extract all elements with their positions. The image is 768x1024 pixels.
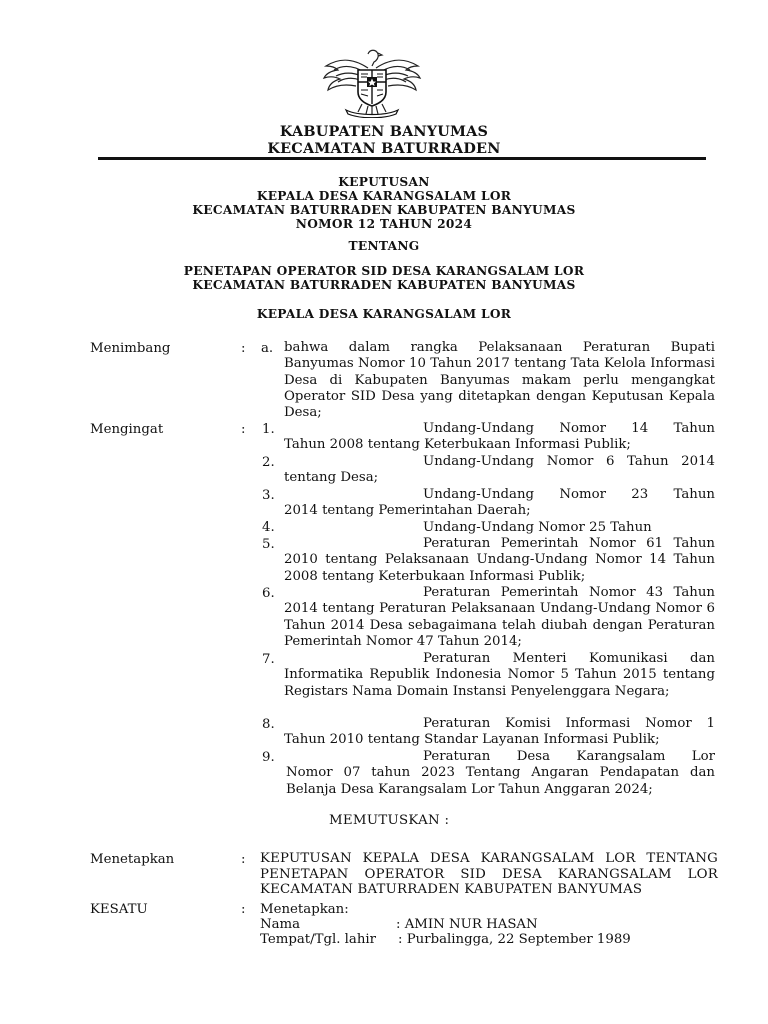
name-value: : AMIN NUR HASAN (396, 917, 538, 932)
menimbang-rest: Banyumas Nomor 10 Tahun 2017 tentang Tata Kelola Informasi Desa di Kabupaten Banyumas makam perlu mengangkat Operator SID Desa yang ditetapkan dengan Keputusan Kepala Desa; (284, 356, 715, 421)
menetapkan-line: KEPUTUSAN KEPALA DESA KARANGSALAM LOR TENTANG (260, 851, 718, 866)
decree-about: TENTANG (348, 239, 420, 253)
mengingat-label: Mengingat (90, 422, 164, 437)
mengingat-number: 7. (262, 652, 275, 667)
mengingat-item-rest: Informatika Republik Indonesia Nomor 5 Tahun 2015 tentang Registars Nama Domain Instansi Penyelenggara Negara; (284, 667, 715, 699)
header-divider (98, 157, 706, 160)
kesatu-colon: : (241, 902, 246, 917)
mengingat-number: 8. (262, 717, 275, 732)
decree-region: KECAMATAN BATURRADEN KABUPATEN BANYUMAS (192, 203, 576, 217)
district-name: KECAMATAN BATURRADEN (267, 140, 501, 157)
mengingat-colon: : (241, 422, 246, 437)
menetapkan-label: Menetapkan (90, 852, 175, 867)
mengingat-item (284, 716, 715, 749)
mengingat-number: 5. (262, 537, 275, 552)
mengingat-item (284, 651, 715, 700)
mengingat-item-rest: tentang Desa; (284, 470, 379, 486)
mengingat-item (286, 749, 715, 798)
mengingat-item-head: Undang-Undang Nomor 25 Tahun (423, 520, 652, 535)
menetapkan-line: KECAMATAN BATURRADEN KABUPATEN BANYUMAS (260, 882, 643, 898)
menimbang-label: Menimbang (90, 341, 171, 356)
decree-issuer: KEPALA DESA KARANGSALAM LOR (256, 189, 512, 203)
birth-value: : Purbalingga, 22 September 1989 (398, 932, 631, 947)
menimbang-colon: : (241, 341, 246, 356)
menimbang-letter: a. (261, 341, 274, 356)
mengingat-number: 6. (262, 586, 275, 601)
mengingat-item-head: Undang-Undang Nomor 14 Tahun (423, 421, 715, 436)
decree-heading: KEPUTUSAN (338, 175, 430, 189)
mengingat-item-rest: 2010 tentang Pelaksanaan Undang-Undang Nomor 14 Tahun 2008 tentang Keterbukaan Informasi Publik; (284, 552, 715, 584)
birth-label: Tempat/Tgl. lahir (260, 932, 377, 947)
decree-number: NOMOR 12 TAHUN 2024 (295, 217, 473, 231)
mengingat-item (284, 487, 715, 520)
mengingat-item (284, 421, 715, 454)
mengingat-item-head: Peraturan Pemerintah Nomor 43 Tahun (423, 585, 715, 600)
mengingat-item-head: Peraturan Desa Karangsalam Lor (423, 749, 715, 764)
mengingat-item-head: Peraturan Menteri Komunikasi dan (423, 651, 715, 666)
mengingat-number: 4. (262, 520, 275, 535)
mengingat-number: 2. (262, 455, 275, 470)
menetapkan-colon: : (241, 852, 246, 867)
regency-name: KABUPATEN BANYUMAS (279, 123, 489, 140)
menetapkan-line: PENETAPAN OPERATOR SID DESA KARANGSALAM LOR (260, 866, 718, 882)
mengingat-number: 9. (262, 750, 275, 765)
decree-subject-line1: PENETAPAN OPERATOR SID DESA KARANGSALAM LOR (183, 264, 585, 278)
decree-subject-line2: KECAMATAN BATURRADEN KABUPATEN BANYUMAS (192, 278, 576, 292)
mengingat-item-rest: 2014 tentang Pemerintahan Daerah; (284, 503, 531, 519)
mengingat-item-head: Undang-Undang Nomor 6 Tahun 2014 (423, 454, 715, 469)
mengingat-item-head: Undang-Undang Nomor 23 Tahun (423, 487, 715, 502)
menimbang-text (284, 340, 715, 421)
mengingat-item-head: Peraturan Pemerintah Nomor 61 Tahun (423, 536, 715, 551)
name-label: Nama (260, 917, 301, 932)
mengingat-item-rest: Tahun 2008 tentang Keterbukaan Informasi Publik; (284, 437, 631, 453)
official-title: KEPALA DESA KARANGSALAM LOR (256, 307, 512, 321)
mengingat-item-head: Peraturan Komisi Informasi Nomor 1 (423, 716, 715, 731)
mengingat-item-rest: Nomor 07 tahun 2023 Tentang Angaran Pendapatan dan Belanja Desa Karangsalam Lor Tahun Anggaran 2024; (286, 765, 715, 797)
mengingat-number: 3. (262, 488, 275, 503)
menetapkan-text (260, 851, 718, 898)
kesatu-label: KESATU (90, 902, 148, 917)
mengingat-item (284, 585, 715, 650)
mengingat-item (284, 454, 715, 487)
mengingat-item (284, 536, 715, 585)
garuda-emblem-icon (318, 46, 426, 118)
mengingat-item-rest: 2014 tentang Peraturan Pelaksanaan Undang-Undang Nomor 6 Tahun 2014 Desa sebagaimana telah diubah dengan Peraturan Pemerintah Nomor 47 Tahun 2014; (284, 601, 715, 649)
kesatu-intro: Menetapkan: (260, 902, 349, 917)
mengingat-number: 1. (262, 422, 275, 437)
mengingat-item-rest: Tahun 2010 tentang Standar Layanan Informasi Publik; (284, 732, 660, 748)
menimbang-first-line: bahwa dalam rangka Pelaksanaan Peraturan Bupati (284, 340, 715, 355)
memutuskan-heading: MEMUTUSKAN : (329, 813, 450, 828)
